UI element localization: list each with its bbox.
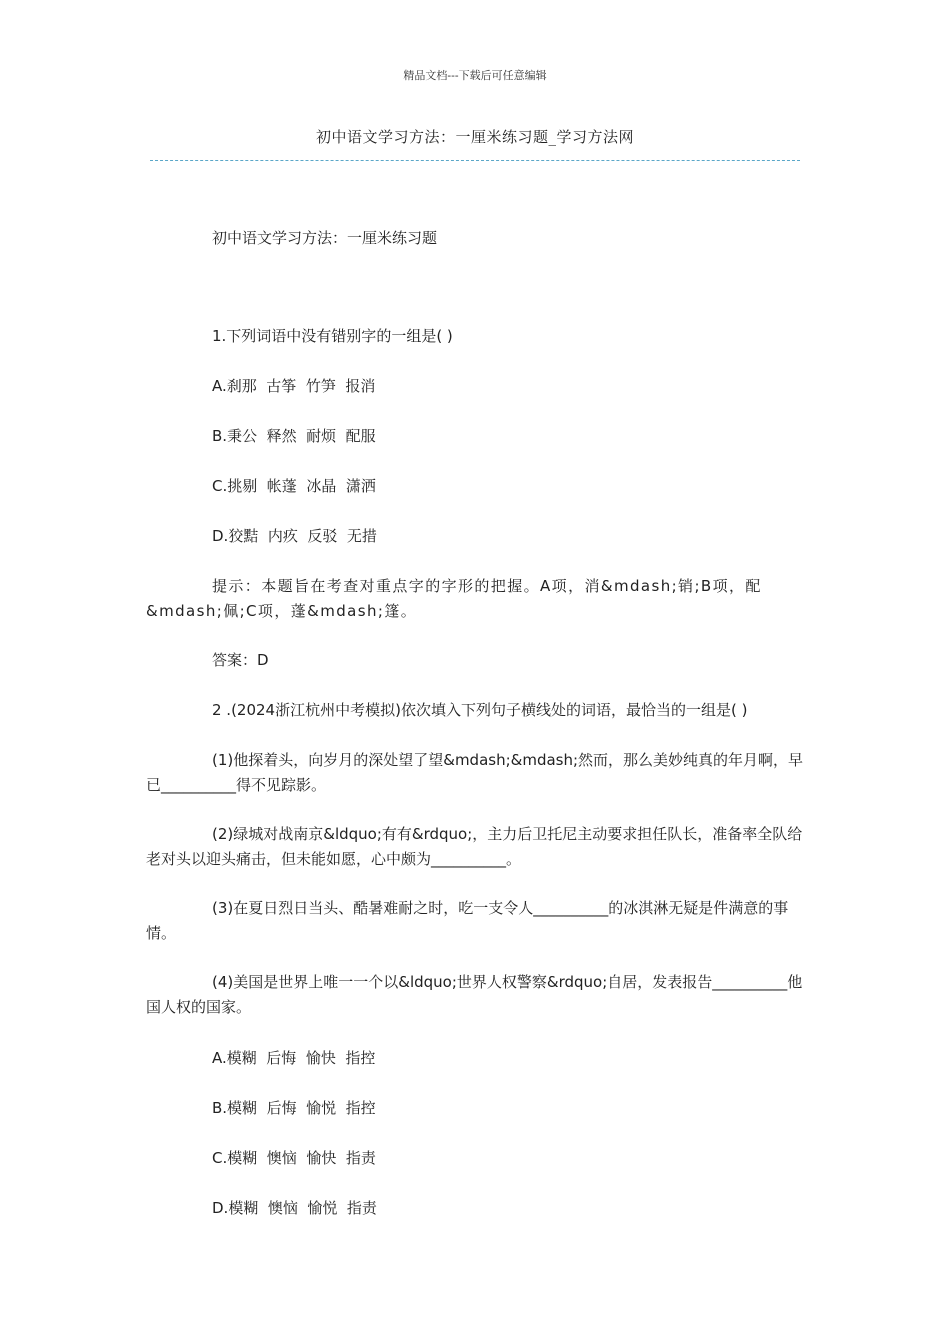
watermark-text: 精品文档---下载后可任意编辑 bbox=[403, 69, 547, 82]
question-1-hint: 提示：本题旨在考查对重点字的字形的把握。A项，消&mdash;销;B项，配&mdash;佩;C项，蓬&mdash;篷。 bbox=[146, 577, 762, 620]
title-divider bbox=[150, 160, 800, 161]
article-subtitle: 初中语文学习方法：一厘米练习题 bbox=[212, 229, 438, 247]
document-title: 初中语文学习方法：一厘米练习题_学习方法网 bbox=[315, 128, 634, 146]
question-2-sentence-4: (4)美国是世界上唯一一个以&ldquo;世界人权警察&rdquo;自居，发表报告__________他国人权的国家。 bbox=[146, 973, 803, 1016]
question-1-option-b: B.秉公 释然 耐烦 配服 bbox=[212, 427, 376, 445]
question-2-option-a: A.模糊 后悔 愉快 指控 bbox=[212, 1049, 376, 1067]
question-1-stem: 1.下列词语中没有错别字的一组是( ) bbox=[212, 327, 453, 345]
question-2-option-c: C.模糊 懊恼 愉快 指责 bbox=[212, 1149, 376, 1167]
question-1-answer: 答案：D bbox=[212, 651, 269, 669]
question-1-option-c: C.挑剔 帐蓬 冰晶 潇洒 bbox=[212, 477, 376, 495]
question-1-option-d: D.狡黠 内疚 反驳 无措 bbox=[212, 527, 377, 545]
question-2-sentence-2: (2)绿城对战南京&ldquo;有有&rdquo;，主力后卫托尼主动要求担任队长，准备率全队给老对头以迎头痛击，但未能如愿，心中颇为__________。 bbox=[146, 825, 803, 868]
question-2-sentence-1: (1)他探着头，向岁月的深处望了望&mdash;&mdash;然而，那么美妙纯真的年月啊，早已__________得不见踪影。 bbox=[146, 751, 804, 794]
question-2-sentence-3: (3)在夏日烈日当头、酷暑难耐之时，吃一支令人__________的冰淇淋无疑是件满意的事情。 bbox=[146, 899, 789, 942]
question-2-option-d: D.模糊 懊恼 愉悦 指责 bbox=[212, 1199, 377, 1217]
question-2-stem: 2 .(2024浙江杭州中考模拟)依次填入下列句子横线处的词语，最恰当的一组是( ) bbox=[212, 701, 748, 719]
question-1-option-a: A.刹那 古筝 竹笋 报消 bbox=[212, 377, 376, 395]
question-2-option-b: B.模糊 后悔 愉悦 指控 bbox=[212, 1099, 376, 1117]
